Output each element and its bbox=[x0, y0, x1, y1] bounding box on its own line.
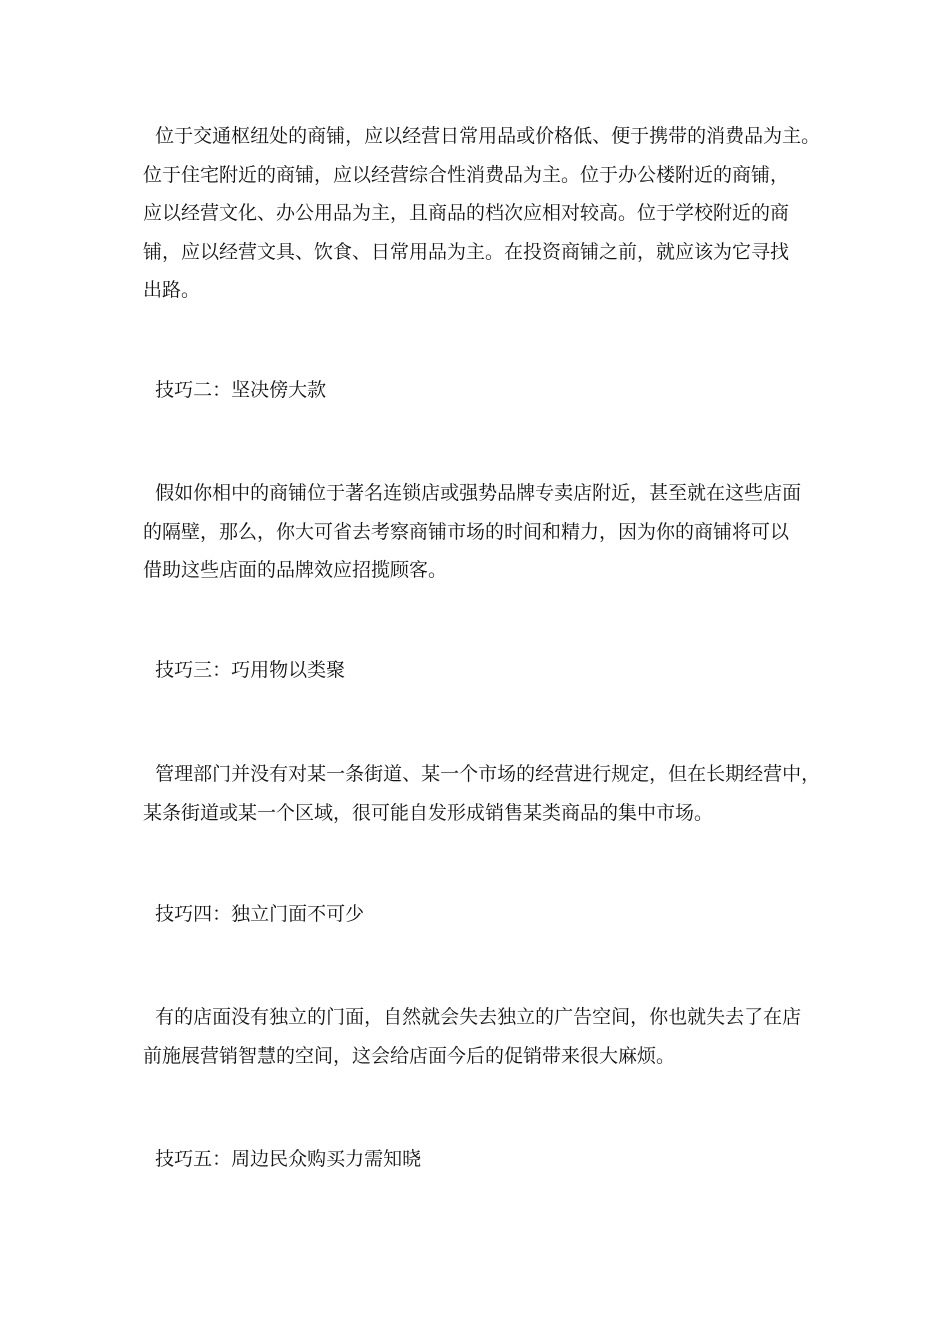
section-heading-tip-5: 技巧五：周边民众购买力需知晓 bbox=[143, 1148, 422, 1170]
paragraph-line: 位于交通枢纽处的商铺，应以经营日常用品或价格低、便于携带的消费品为主。 bbox=[143, 125, 821, 147]
paragraph-clustering bbox=[143, 755, 823, 832]
section-heading-tip-2: 技巧二：坚决傍大款 bbox=[143, 379, 327, 401]
paragraph-line: 铺，应以经营文具、饮食、日常用品为主。在投资商铺之前，就应该为它寻找 bbox=[143, 240, 790, 263]
paragraph-storefront bbox=[143, 998, 823, 1075]
paragraph-line: 借助这些店面的品牌效应招揽顾客。 bbox=[143, 559, 448, 581]
paragraph-line: 前施展营销智慧的空间，这会给店面今后的促销带来很大麻烦。 bbox=[143, 1044, 676, 1067]
paragraph-line: 管理部门并没有对某一条街道、某一个市场的经营进行规定，但在长期经营中， bbox=[143, 763, 821, 785]
paragraph-shop-location bbox=[143, 117, 823, 310]
section-heading-tip-4: 技巧四：独立门面不可少 bbox=[143, 903, 365, 925]
paragraph-line: 应以经营文化、办公用品为主，且商品的档次应相对较高。位于学校附近的商 bbox=[143, 202, 790, 224]
paragraph-big-brands bbox=[143, 474, 823, 590]
paragraph-line: 出路。 bbox=[143, 279, 201, 301]
paragraph-line: 有的店面没有独立的门面，自然就会失去独立的广告空间，你也就失去了在店 bbox=[143, 1006, 802, 1028]
section-heading-tip-3: 技巧三：巧用物以类聚 bbox=[143, 659, 346, 681]
paragraph-line: 某条街道或某一个区域，很可能自发形成销售某类商品的集中市场。 bbox=[143, 801, 714, 824]
paragraph-line: 假如你相中的商铺位于著名连锁店或强势品牌专卖店附近，甚至就在这些店面 bbox=[143, 482, 802, 504]
paragraph-line: 位于住宅附近的商铺，应以经营综合性消费品为主。位于办公楼附近的商铺， bbox=[143, 163, 790, 186]
paragraph-line: 的隔壁，那么，你大可省去考察商铺市场的时间和精力，因为你的商铺将可以 bbox=[143, 520, 790, 543]
